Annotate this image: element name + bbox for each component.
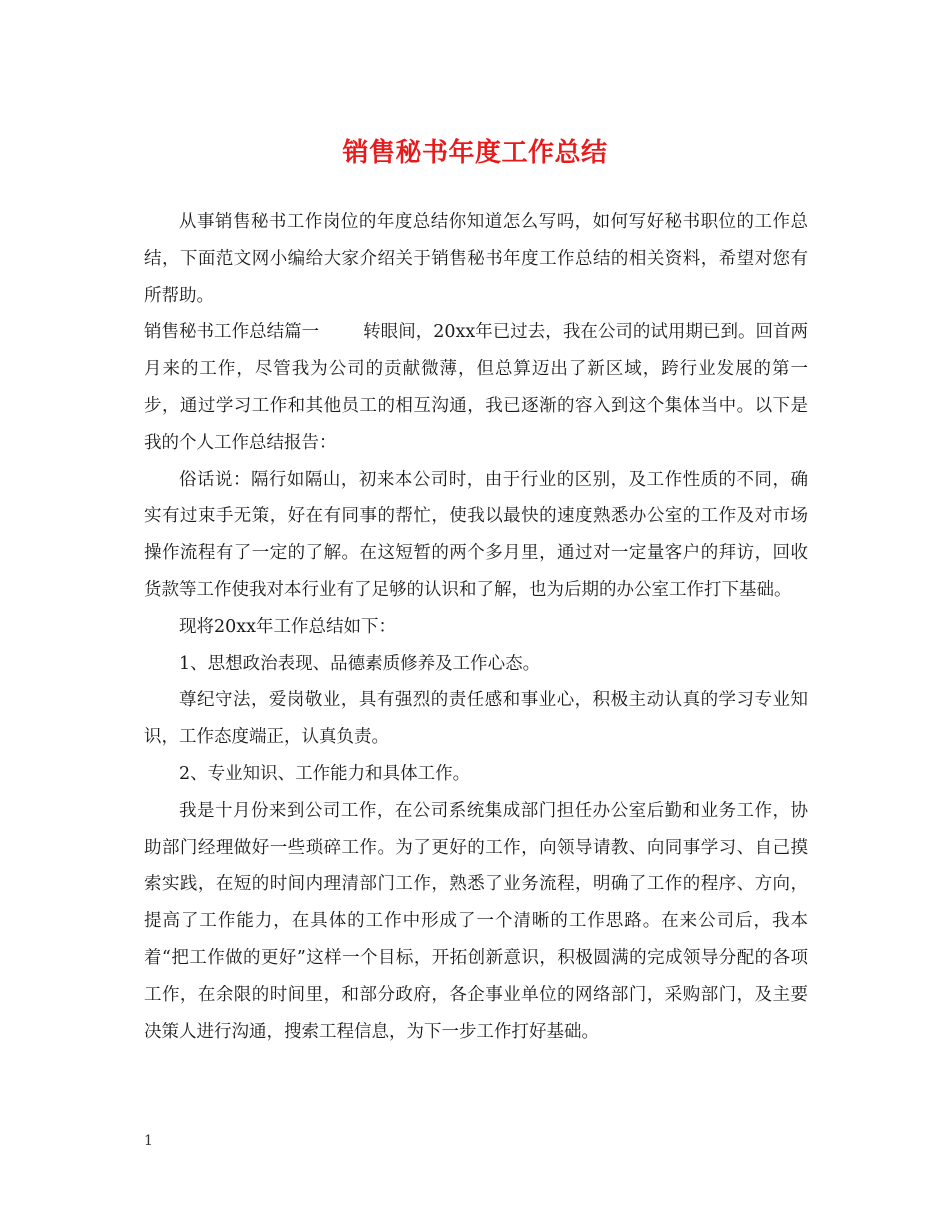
page-number: 1 — [144, 1133, 153, 1149]
section-paragraph — [144, 314, 808, 461]
intro-paragraph: 从事销售秘书工作岗位的年度总结你知道怎么写吗，如何写好秘书职位的工作总结，下面范文网小编给大家介绍关于销售秘书年度工作总结的相关资料，希望对您有所帮助。 — [144, 212, 808, 306]
paragraph-3: 1、思想政治表现、品德素质修养及工作心态。 — [179, 653, 541, 674]
section-heading: 销售秘书工作总结篇一 — [144, 322, 320, 343]
paragraph-4: 尊纪守法，爱岗敬业，具有强烈的责任感和事业心，积极主动认真的学习专业知识，工作态度端正，认真负责。 — [144, 690, 808, 748]
paragraph-2: 现将20xx年工作总结如下： — [179, 616, 397, 637]
paragraph-1: 俗话说：隔行如隔山，初来本公司时，由于行业的区别，及工作性质的不同，确实有过束手无策，好在有同事的帮忙，使我以最快的速度熟悉办公室的工作及对市场操作流程有了一定的了解。在这短暂的两个多月里，通过对一定量客户的拜访，回收货款等工作使我对本行业有了足够的认识和了解，也为后期的办公室工作打下基础。 — [144, 469, 808, 600]
document-body — [144, 204, 808, 1050]
section-text: 转眼间，20xx年已过去，我在公司的试用期已到。回首两月来的工作，尽管我为公司的贡献微薄，但总算迈出了新区域，跨行业发展的第一步，通过学习工作和其他员工的相互沟通，我已逐渐的容入到这个集体当中。以下是我的个人工作总结报告： — [144, 322, 809, 453]
paragraph-5: 2、专业知识、工作能力和具体工作。 — [179, 763, 471, 784]
paragraph-6: 我是十月份来到公司工作，在公司系统集成部门担任办公室后勤和业务工作，协助部门经理做好一些琐碎工作。为了更好的工作，向领导请教、向同事学习、自己摸索实践，在短的时间内理清部门工作，熟悉了业务流程，明确了工作的程序、方向，提高了工作能力，在具体的工作中形成了一个清晰的工作思路。在来公司后，我本着“把工作做的更好”这样一个目标，开拓创新意识，积极圆满的完成领导分配的各项工作，在余限的时间里，和部分政府，各企事业单位的网络部门，采购部门，及主要决策人进行沟通，搜索工程信息，为下一步工作打好基础。 — [144, 800, 808, 1042]
document-title: 销售秘书年度工作总结 — [342, 138, 608, 168]
